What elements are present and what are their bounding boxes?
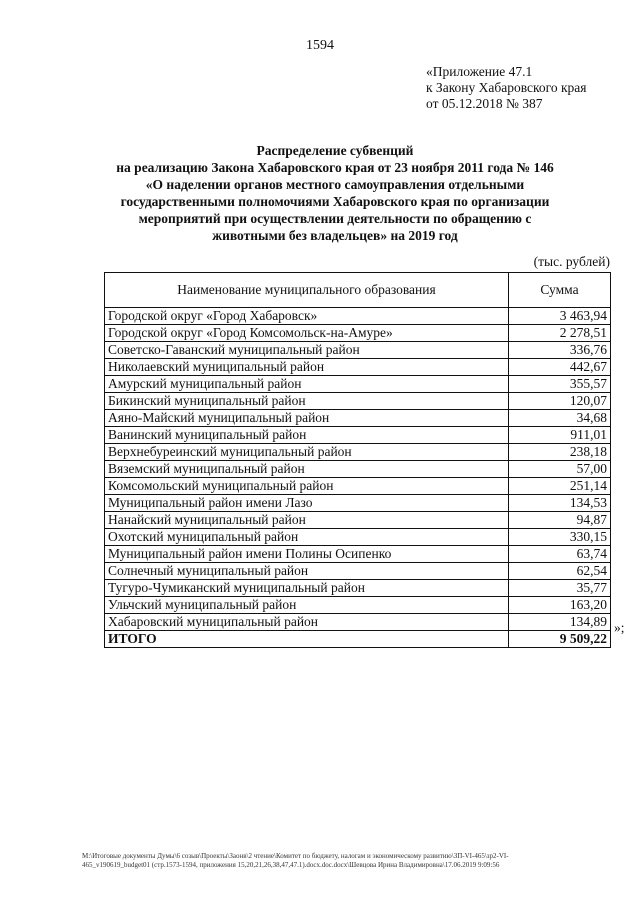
table-row xyxy=(105,393,611,410)
amount-value: 94,87 xyxy=(509,512,611,529)
municipality-name: Хабаровский муниципальный район xyxy=(105,614,509,631)
document-title xyxy=(100,142,570,244)
appendix-reference xyxy=(426,64,587,112)
table-row xyxy=(105,580,611,597)
municipality-name: Нанайский муниципальный район xyxy=(105,512,509,529)
municipality-name: Городской округ «Город Хабаровск» xyxy=(105,308,509,325)
table-row xyxy=(105,563,611,580)
amount-value: 57,00 xyxy=(509,461,611,478)
table-row xyxy=(105,410,611,427)
table-row xyxy=(105,461,611,478)
municipality-name: Солнечный муниципальный район xyxy=(105,563,509,580)
municipality-name: Муниципальный район имени Полины Осипенко xyxy=(105,546,509,563)
municipality-name: Николаевский муниципальный район xyxy=(105,359,509,376)
file-path-footer xyxy=(82,852,612,870)
header-municipality: Наименование муниципального образования xyxy=(105,273,509,308)
appendix-line-1: «Приложение 47.1 xyxy=(426,64,533,79)
amount-value: 2 278,51 xyxy=(509,325,611,342)
title-line-5: мероприятий при осуществлении деятельности по обращению с xyxy=(138,211,532,226)
municipality-name: Ванинский муниципальный район xyxy=(105,427,509,444)
table-row xyxy=(105,512,611,529)
units-label: (тыс. рублей) xyxy=(533,254,610,269)
amount-value: 134,89 xyxy=(509,614,611,631)
amount-value: 442,67 xyxy=(509,359,611,376)
title-line-6: животными без владельцев» на 2019 год xyxy=(212,228,458,243)
municipality-name: Аяно-Майский муниципальный район xyxy=(105,410,509,427)
amount-value: 238,18 xyxy=(509,444,611,461)
table-row xyxy=(105,444,611,461)
table-row xyxy=(105,359,611,376)
municipality-name: Муниципальный район имени Лазо xyxy=(105,495,509,512)
table-body xyxy=(105,308,611,631)
header-amount: Сумма xyxy=(509,273,611,308)
amount-value: 251,14 xyxy=(509,478,611,495)
title-line-4: государственными полномочиями Хабаровского края по организации xyxy=(120,194,550,209)
municipality-name: Амурский муниципальный район xyxy=(105,376,509,393)
table-row xyxy=(105,308,611,325)
municipality-name: Верхнебуреинский муниципальный район xyxy=(105,444,509,461)
title-line-3: «О наделении органов местного самоуправления отдельными xyxy=(145,177,525,192)
amount-value: 62,54 xyxy=(509,563,611,580)
table-row xyxy=(105,546,611,563)
table-row xyxy=(105,478,611,495)
title-line-1: Распределение субвенций xyxy=(256,143,414,158)
municipality-name: Комсомольский муниципальный район xyxy=(105,478,509,495)
municipality-name: Советско-Гаванский муниципальный район xyxy=(105,342,509,359)
amount-value: 330,15 xyxy=(509,529,611,546)
table-row xyxy=(105,614,611,631)
total-value: 9 509,22 xyxy=(509,631,611,648)
table-row xyxy=(105,597,611,614)
amount-value: 120,07 xyxy=(509,393,611,410)
footer-line-1: M:\Итоговые документы Думы\6 созыв\Проекты\Заонв\2 чтение\Комитет по бюджету, налогам и экономическому развитию\ЗП-VI-465\зр2-VI- xyxy=(82,852,509,860)
table-row xyxy=(105,427,611,444)
total-label: ИТОГО xyxy=(105,631,509,648)
page-number: 1594 xyxy=(306,38,334,53)
footer-line-2: 465_v190619_budget01 (стр.1573-1594, приложения 15,20,21,26,38,47,47.1).docx.doc.docx\Шевцова Ирина Владимировна\17.06.2019 9:09:56 xyxy=(82,861,500,869)
municipality-name: Бикинский муниципальный район xyxy=(105,393,509,410)
amount-value: 911,01 xyxy=(509,427,611,444)
municipality-name: Вяземский муниципальный район xyxy=(105,461,509,478)
amount-value: 3 463,94 xyxy=(509,308,611,325)
amount-value: 35,77 xyxy=(509,580,611,597)
closing-quote: »; xyxy=(614,620,625,635)
table-row xyxy=(105,342,611,359)
municipality-name: Ульчский муниципальный район xyxy=(105,597,509,614)
amount-value: 336,76 xyxy=(509,342,611,359)
title-line-2: на реализацию Закона Хабаровского края от 23 ноября 2011 года № 146 xyxy=(116,160,554,175)
amount-value: 134,53 xyxy=(509,495,611,512)
distribution-table xyxy=(104,272,611,648)
table-header-row xyxy=(105,273,611,308)
amount-value: 163,20 xyxy=(509,597,611,614)
municipality-name: Тугуро-Чумиканский муниципальный район xyxy=(105,580,509,597)
appendix-line-2: к Закону Хабаровского края xyxy=(426,80,587,95)
amount-value: 34,68 xyxy=(509,410,611,427)
table-row xyxy=(105,529,611,546)
table-row xyxy=(105,495,611,512)
municipality-name: Охотский муниципальный район xyxy=(105,529,509,546)
total-row xyxy=(105,631,611,648)
municipality-name: Городской округ «Город Комсомольск-на-Амуре» xyxy=(105,325,509,342)
appendix-line-3: от 05.12.2018 № 387 xyxy=(426,96,543,111)
amount-value: 355,57 xyxy=(509,376,611,393)
amount-value: 63,74 xyxy=(509,546,611,563)
table-row xyxy=(105,376,611,393)
table-row xyxy=(105,325,611,342)
